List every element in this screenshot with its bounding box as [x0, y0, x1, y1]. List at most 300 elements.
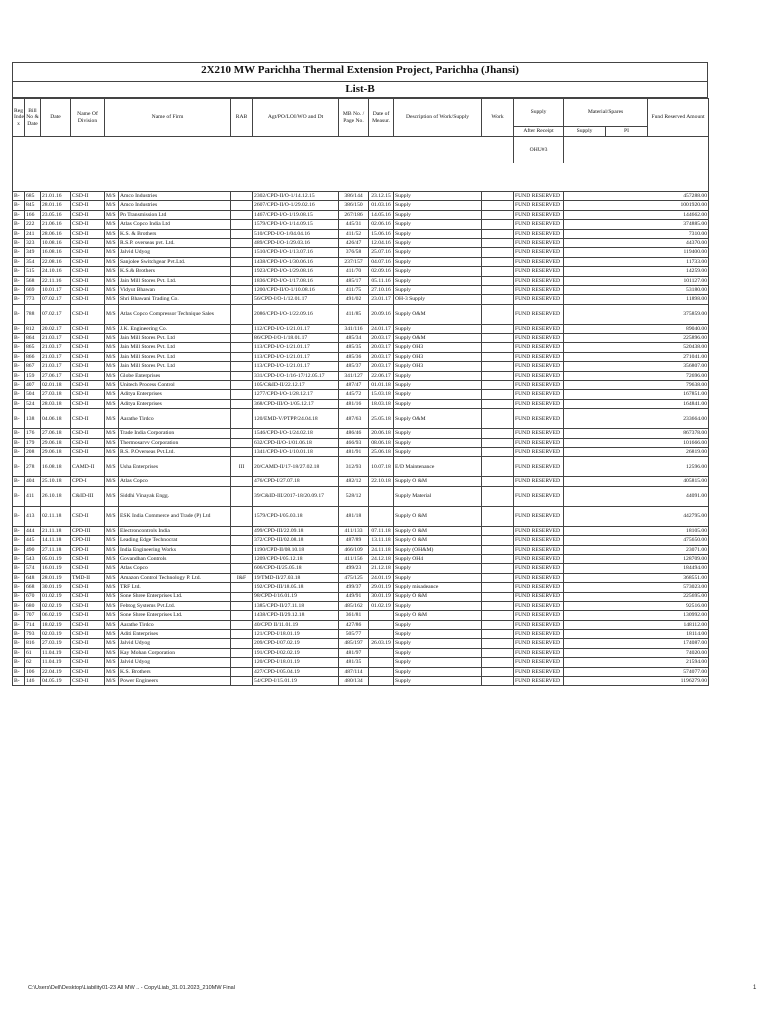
ms-cell: M/S: [105, 611, 119, 620]
firm-cell: Febtog Systems Pvt.Ltd.: [119, 601, 231, 610]
bill-date-cell: 21.03.17: [41, 343, 71, 352]
agt-cell: 1923/CPD-I/O-1/29.08.16: [253, 267, 339, 276]
bill-no-cell: 524: [25, 399, 41, 408]
rab-cell: [231, 611, 253, 620]
table-row: [13, 583, 709, 592]
bill-date-cell: 26.10.18: [41, 486, 71, 506]
work-cell: [482, 210, 514, 219]
bill-no-cell: 543: [25, 554, 41, 563]
reg-index-cell: B-: [13, 238, 25, 247]
agt-cell: 40/CPD II/11.01.19: [253, 620, 339, 629]
rab-cell: [231, 276, 253, 285]
rab-cell: [231, 390, 253, 399]
desc-cell: Supply: [394, 267, 482, 276]
agt-cell: 54/CPD-I/15.01.19: [253, 677, 339, 686]
firm-cell: Aarathe Tirdco: [119, 409, 231, 429]
fund-amount-cell: 79638.00: [564, 381, 709, 390]
bill-no-cell: 648: [25, 573, 41, 582]
table-row: [13, 409, 709, 429]
work-cell: [482, 639, 514, 648]
firm-cell: K.S. & Brothers: [119, 229, 231, 238]
fund-amount-cell: 475650.00: [564, 536, 709, 545]
measur-cell: 01.03.16: [369, 201, 394, 210]
work-cell: [482, 304, 514, 324]
bill-no-cell: 685: [25, 192, 41, 201]
page-number: 1: [753, 985, 757, 991]
work-cell: [482, 583, 514, 592]
reg-index-cell: B-: [13, 324, 25, 333]
work-cell: [482, 201, 514, 210]
col-division: Name Of Division: [71, 99, 105, 137]
measur-cell: 08.06.18: [369, 438, 394, 447]
fund-amount-cell: 21594.00: [564, 658, 709, 667]
work-cell: [482, 285, 514, 294]
ms-cell: M/S: [105, 583, 119, 592]
ms-cell: M/S: [105, 285, 119, 294]
division-cell: CPD-III: [71, 526, 105, 535]
bill-date-cell: 28.06.16: [41, 229, 71, 238]
rab-cell: [231, 324, 253, 333]
ms-cell: M/S: [105, 210, 119, 219]
file-path-footer: C:\Users\Dell\Desktop\Liability01-23 All MW .. - Copy\Liab_31.01.2023_210MW Final: [28, 985, 235, 991]
col-materials: Material/Spares: [564, 99, 648, 127]
work-cell: [482, 295, 514, 304]
measur-cell: 13.11.18: [369, 536, 394, 545]
desc-cell: Supply: [394, 658, 482, 667]
division-cell: CSD-II: [71, 371, 105, 380]
mb-cell: 411/75: [339, 285, 369, 294]
measur-cell: 25.05.18: [369, 409, 394, 429]
rab-cell: [231, 545, 253, 554]
supply-cell: FUND RESERVED: [514, 447, 564, 456]
rab-cell: [231, 477, 253, 486]
mb-cell: 485/36: [339, 352, 369, 361]
bill-no-cell: 176: [25, 429, 41, 438]
supply-cell: FUND RESERVED: [514, 429, 564, 438]
bill-no-cell: 504: [25, 390, 41, 399]
ms-cell: M/S: [105, 648, 119, 657]
spacer-row: [13, 163, 709, 192]
section-label: OHU#3: [514, 137, 564, 164]
division-cell: CSD-II: [71, 257, 105, 266]
table-row: [13, 399, 709, 408]
rab-cell: [231, 438, 253, 447]
desc-cell: Supply: [394, 447, 482, 456]
fund-amount-cell: 18114.00: [564, 630, 709, 639]
division-cell: CSD-II: [71, 210, 105, 219]
measur-cell: 01.02.19: [369, 601, 394, 610]
rab-cell: [231, 648, 253, 657]
rab-cell: I&F: [231, 573, 253, 582]
work-cell: [482, 334, 514, 343]
ms-cell: M/S: [105, 362, 119, 371]
table-row: [13, 229, 709, 238]
rab-cell: [231, 201, 253, 210]
agt-cell: 499/CPD-III/22.09.18: [253, 526, 339, 535]
table-row: [13, 592, 709, 601]
firm-cell: Aarathe Tirdco: [119, 620, 231, 629]
measur-cell: 29.01.19: [369, 583, 394, 592]
work-cell: [482, 486, 514, 506]
table-row: [13, 554, 709, 563]
col-date: Date: [41, 99, 71, 137]
measur-cell: 10.07.18: [369, 457, 394, 477]
firm-cell: Aditi Enterprises: [119, 630, 231, 639]
rab-cell: [231, 334, 253, 343]
reg-index-cell: B-: [13, 554, 25, 563]
ms-cell: M/S: [105, 295, 119, 304]
agt-cell: 1341/CPD-I/O-1/10.01.18: [253, 447, 339, 456]
reg-index-cell: B-: [13, 477, 25, 486]
supply-cell: FUND RESERVED: [514, 486, 564, 506]
firm-cell: K.S. Brothers: [119, 667, 231, 676]
reg-index-cell: B-: [13, 295, 25, 304]
fund-amount-cell: 368551.00: [564, 573, 709, 582]
fund-amount-cell: 119400.00: [564, 248, 709, 257]
division-cell: CSD-II: [71, 630, 105, 639]
division-cell: CSD-II: [71, 429, 105, 438]
fund-amount-cell: 11898.00: [564, 295, 709, 304]
bill-date-cell: 21.03.17: [41, 352, 71, 361]
fund-amount-cell: 72696.00: [564, 371, 709, 380]
rab-cell: [231, 601, 253, 610]
agt-cell: 1579/CPD-I/05.03.18: [253, 506, 339, 526]
firm-cell: Jain Mill Stores Pvt. Ltd.: [119, 276, 231, 285]
agt-cell: 20/CAMD-II/17-18/27.02.18: [253, 457, 339, 477]
desc-cell: Supply: [394, 192, 482, 201]
agt-cell: 98/CPD-I/16.01.19: [253, 592, 339, 601]
ms-cell: M/S: [105, 334, 119, 343]
fund-amount-cell: 1001920.00: [564, 201, 709, 210]
table-row: [13, 201, 709, 210]
supply-cell: FUND RESERVED: [514, 648, 564, 657]
table-row: [13, 362, 709, 371]
firm-cell: J.K. Engineering Co.: [119, 324, 231, 333]
mb-cell: 427/86: [339, 620, 369, 629]
agt-cell: 112/CPD-I/O-1/21.01.17: [253, 324, 339, 333]
bill-no-cell: 354: [25, 257, 41, 266]
col-desc: Description of Work/Supply: [394, 99, 482, 137]
bill-date-cell: 02.11.18: [41, 506, 71, 526]
firm-cell: Jain Mill Stores Pvt. Ltd: [119, 362, 231, 371]
work-cell: [482, 648, 514, 657]
reg-index-cell: B-: [13, 506, 25, 526]
bill-no-cell: 413: [25, 506, 41, 526]
ms-cell: M/S: [105, 477, 119, 486]
table-row: [13, 667, 709, 676]
table-row: [13, 257, 709, 266]
ledger-sheet: [12, 62, 708, 686]
rab-cell: [231, 667, 253, 676]
ms-cell: M/S: [105, 276, 119, 285]
desc-cell: Supply: [394, 639, 482, 648]
mb-cell: 445/31: [339, 220, 369, 229]
fund-amount-cell: 225695.00: [564, 592, 709, 601]
measur-cell: 23.12.15: [369, 192, 394, 201]
bill-date-cell: 23.05.16: [41, 210, 71, 219]
ms-cell: M/S: [105, 545, 119, 554]
rab-cell: [231, 304, 253, 324]
agt-cell: 2607/CPD-II/O-1/29.02.16: [253, 201, 339, 210]
division-cell: CSD-II: [71, 343, 105, 352]
firm-cell: Globe Enterprises: [119, 371, 231, 380]
firm-cell: India Engineering Works: [119, 545, 231, 554]
firm-cell: Jain Mill Stores Pvt. Ltd: [119, 352, 231, 361]
reg-index-cell: B-: [13, 583, 25, 592]
supply-cell: FUND RESERVED: [514, 658, 564, 667]
agt-cell: 1277/CPD-I/O-1/28.12.17: [253, 390, 339, 399]
firm-cell: ESK India Commerce and Trade (P) Ltd: [119, 506, 231, 526]
bill-no-cell: 574: [25, 564, 41, 573]
division-cell: CSD-II: [71, 201, 105, 210]
bill-no-cell: 864: [25, 334, 41, 343]
work-cell: [482, 438, 514, 447]
bill-date-cell: 02.03.19: [41, 630, 71, 639]
work-cell: [482, 381, 514, 390]
reg-index-cell: B-: [13, 429, 25, 438]
ms-cell: M/S: [105, 390, 119, 399]
mb-cell: 485/197: [339, 639, 369, 648]
ms-cell: M/S: [105, 592, 119, 601]
bill-no-cell: 166: [25, 210, 41, 219]
bill-no-cell: 490: [25, 545, 41, 554]
fund-amount-cell: 271041.00: [564, 352, 709, 361]
reg-index-cell: B-: [13, 371, 25, 380]
rab-cell: [231, 362, 253, 371]
work-cell: [482, 192, 514, 201]
reg-index-cell: B-: [13, 229, 25, 238]
desc-cell: Supply: [394, 238, 482, 247]
firm-cell: Amco Industries: [119, 192, 231, 201]
reg-index-cell: B-: [13, 210, 25, 219]
agt-cell: 209/CPD-I/07.02.19: [253, 639, 339, 648]
supply-cell: FUND RESERVED: [514, 564, 564, 573]
bill-date-cell: 27.06.17: [41, 371, 71, 380]
bill-no-cell: 816: [25, 639, 41, 648]
reg-index-cell: B-: [13, 352, 25, 361]
measur-cell: [369, 620, 394, 629]
fund-amount-cell: 130992.00: [564, 611, 709, 620]
division-cell: CSD-II: [71, 248, 105, 257]
table-row: [13, 438, 709, 447]
desc-cell: Supply: [394, 677, 482, 686]
bill-no-cell: 278: [25, 457, 41, 477]
bill-date-cell: 01.02.19: [41, 592, 71, 601]
col-work: Work: [482, 99, 514, 137]
ms-cell: M/S: [105, 409, 119, 429]
reg-index-cell: B-: [13, 611, 25, 620]
fund-amount-cell: 375859.00: [564, 304, 709, 324]
firm-cell: Sanjolee Switchgear Pvt.Ltd.: [119, 257, 231, 266]
mb-cell: 341/116: [339, 324, 369, 333]
work-cell: [482, 592, 514, 601]
work-cell: [482, 601, 514, 610]
measur-cell: 25.06.18: [369, 447, 394, 456]
ms-cell: M/S: [105, 658, 119, 667]
desc-cell: Supply O &M: [394, 506, 482, 526]
work-cell: [482, 267, 514, 276]
supply-cell: FUND RESERVED: [514, 630, 564, 639]
work-cell: [482, 276, 514, 285]
bill-no-cell: 845: [25, 201, 41, 210]
mb-cell: 411/70: [339, 267, 369, 276]
division-cell: CSD-II: [71, 639, 105, 648]
mb-cell: 466/93: [339, 438, 369, 447]
work-cell: [482, 457, 514, 477]
firm-cell: Jalvid Udyog: [119, 248, 231, 257]
measur-cell: 26.03.19: [369, 639, 394, 648]
desc-cell: Supply O&M: [394, 334, 482, 343]
ms-cell: M/S: [105, 639, 119, 648]
supply-cell: FUND RESERVED: [514, 324, 564, 333]
desc-cell: Supply: [394, 248, 482, 257]
work-cell: [482, 220, 514, 229]
table-row: [13, 343, 709, 352]
table-row: [13, 447, 709, 456]
work-cell: [482, 324, 514, 333]
supply-cell: FUND RESERVED: [514, 304, 564, 324]
col-supply: Supply: [514, 99, 564, 127]
mb-cell: 312/93: [339, 457, 369, 477]
col-pi: PI: [606, 127, 648, 137]
measur-cell: 15.06.16: [369, 229, 394, 238]
bill-no-cell: 323: [25, 238, 41, 247]
firm-cell: Atlas Copco Compressor Technique Sales: [119, 304, 231, 324]
reg-index-cell: B-: [13, 334, 25, 343]
rab-cell: [231, 371, 253, 380]
reg-index-cell: B-: [13, 201, 25, 210]
fund-amount-cell: 101127.00: [564, 276, 709, 285]
firm-cell: Thermosarvv Corporation: [119, 438, 231, 447]
table-row: [13, 457, 709, 477]
desc-cell: Supply O&M: [394, 304, 482, 324]
rab-cell: [231, 409, 253, 429]
measur-cell: 24.01.17: [369, 324, 394, 333]
rab-cell: [231, 295, 253, 304]
ms-cell: M/S: [105, 201, 119, 210]
rab-cell: [231, 238, 253, 247]
agt-cell: 1836/CPD-I/O-1/17.08.16: [253, 276, 339, 285]
reg-index-cell: B-: [13, 257, 25, 266]
work-cell: [482, 506, 514, 526]
reg-index-cell: B-: [13, 285, 25, 294]
agt-cell: 1385/CPD-II/27.11.18: [253, 601, 339, 610]
supply-cell: FUND RESERVED: [514, 573, 564, 582]
reg-index-cell: B-: [13, 639, 25, 648]
ms-cell: M/S: [105, 486, 119, 506]
desc-cell: Supply: [394, 648, 482, 657]
reg-index-cell: B-: [13, 457, 25, 477]
reg-index-cell: B-: [13, 343, 25, 352]
ms-cell: M/S: [105, 381, 119, 390]
agt-cell: 1438/CPD-II/29.12.18: [253, 611, 339, 620]
mb-cell: 475/125: [339, 573, 369, 582]
firm-cell: Leading Edge Technocrat: [119, 536, 231, 545]
agt-cell: 489/CPD-I/O-1/29.03.16: [253, 238, 339, 247]
mb-cell: 481/18: [339, 506, 369, 526]
ms-cell: M/S: [105, 620, 119, 629]
firm-cell: Trade India Corporation: [119, 429, 231, 438]
bill-date-cell: 16.08.16: [41, 248, 71, 257]
table-row: [13, 248, 709, 257]
bill-no-cell: 179: [25, 438, 41, 447]
reg-index-cell: B-: [13, 648, 25, 657]
firm-cell: R.S. P.Overseas Pvt.Ltd.: [119, 447, 231, 456]
division-cell: CAMD-II: [71, 457, 105, 477]
bill-date-cell: 30.01.19: [41, 583, 71, 592]
supply-cell: FUND RESERVED: [514, 257, 564, 266]
table-row: [13, 352, 709, 361]
mb-cell: 426/47: [339, 238, 369, 247]
supply-cell: FUND RESERVED: [514, 477, 564, 486]
fund-amount-cell: 44370.00: [564, 238, 709, 247]
mb-cell: 485/162: [339, 601, 369, 610]
firm-cell: Shri Bhawani Trading Co.: [119, 295, 231, 304]
supply-cell: FUND RESERVED: [514, 554, 564, 563]
division-cell: CSD-II: [71, 592, 105, 601]
bill-no-cell: 445: [25, 536, 41, 545]
agt-cell: 331/CPD-I/O-1/16-17/12.05.17: [253, 371, 339, 380]
desc-cell: Supply: [394, 667, 482, 676]
supply-cell: FUND RESERVED: [514, 677, 564, 686]
rab-cell: [231, 381, 253, 390]
bill-no-cell: 793: [25, 630, 41, 639]
desc-cell: Supply: [394, 564, 482, 573]
division-cell: CSD-II: [71, 295, 105, 304]
ms-cell: M/S: [105, 248, 119, 257]
col-bill: Bill No & Date: [25, 99, 41, 137]
division-cell: CSD-II: [71, 324, 105, 333]
bill-date-cell: 10.08.16: [41, 238, 71, 247]
reg-index-cell: B-: [13, 620, 25, 629]
rab-cell: [231, 429, 253, 438]
desc-cell: Supply O &M: [394, 536, 482, 545]
mb-cell: 487/63: [339, 409, 369, 429]
work-cell: [482, 526, 514, 535]
ms-cell: M/S: [105, 457, 119, 477]
work-cell: [482, 390, 514, 399]
measur-cell: 22.06.17: [369, 371, 394, 380]
supply-cell: FUND RESERVED: [514, 192, 564, 201]
agt-cell: 120/CPD-I/18.01.19: [253, 658, 339, 667]
mb-cell: 480/134: [339, 677, 369, 686]
desc-cell: Supply: [394, 220, 482, 229]
mb-cell: 481/91: [339, 447, 369, 456]
ms-cell: M/S: [105, 526, 119, 535]
page-title: 2X210 MW Parichha Thermal Extension Project, Parichha (Jhansi): [12, 62, 708, 81]
division-cell: CSD-II: [71, 276, 105, 285]
measur-cell: 25.07.16: [369, 248, 394, 257]
fund-amount-cell: 167851.00: [564, 390, 709, 399]
work-cell: [482, 257, 514, 266]
ms-cell: M/S: [105, 564, 119, 573]
reg-index-cell: B-: [13, 220, 25, 229]
bill-date-cell: 21.03.17: [41, 334, 71, 343]
reg-index-cell: B-: [13, 536, 25, 545]
bill-date-cell: 18.02.19: [41, 620, 71, 629]
firm-cell: K.S.& Brothers: [119, 267, 231, 276]
measur-cell: 04.07.16: [369, 257, 394, 266]
ms-cell: M/S: [105, 630, 119, 639]
ms-cell: M/S: [105, 229, 119, 238]
ms-cell: M/S: [105, 399, 119, 408]
desc-cell: Supply: [394, 399, 482, 408]
fund-amount-cell: 128709.00: [564, 554, 709, 563]
rab-cell: [231, 399, 253, 408]
firm-cell: Power Engineers: [119, 677, 231, 686]
desc-cell: Supply: [394, 573, 482, 582]
work-cell: [482, 429, 514, 438]
